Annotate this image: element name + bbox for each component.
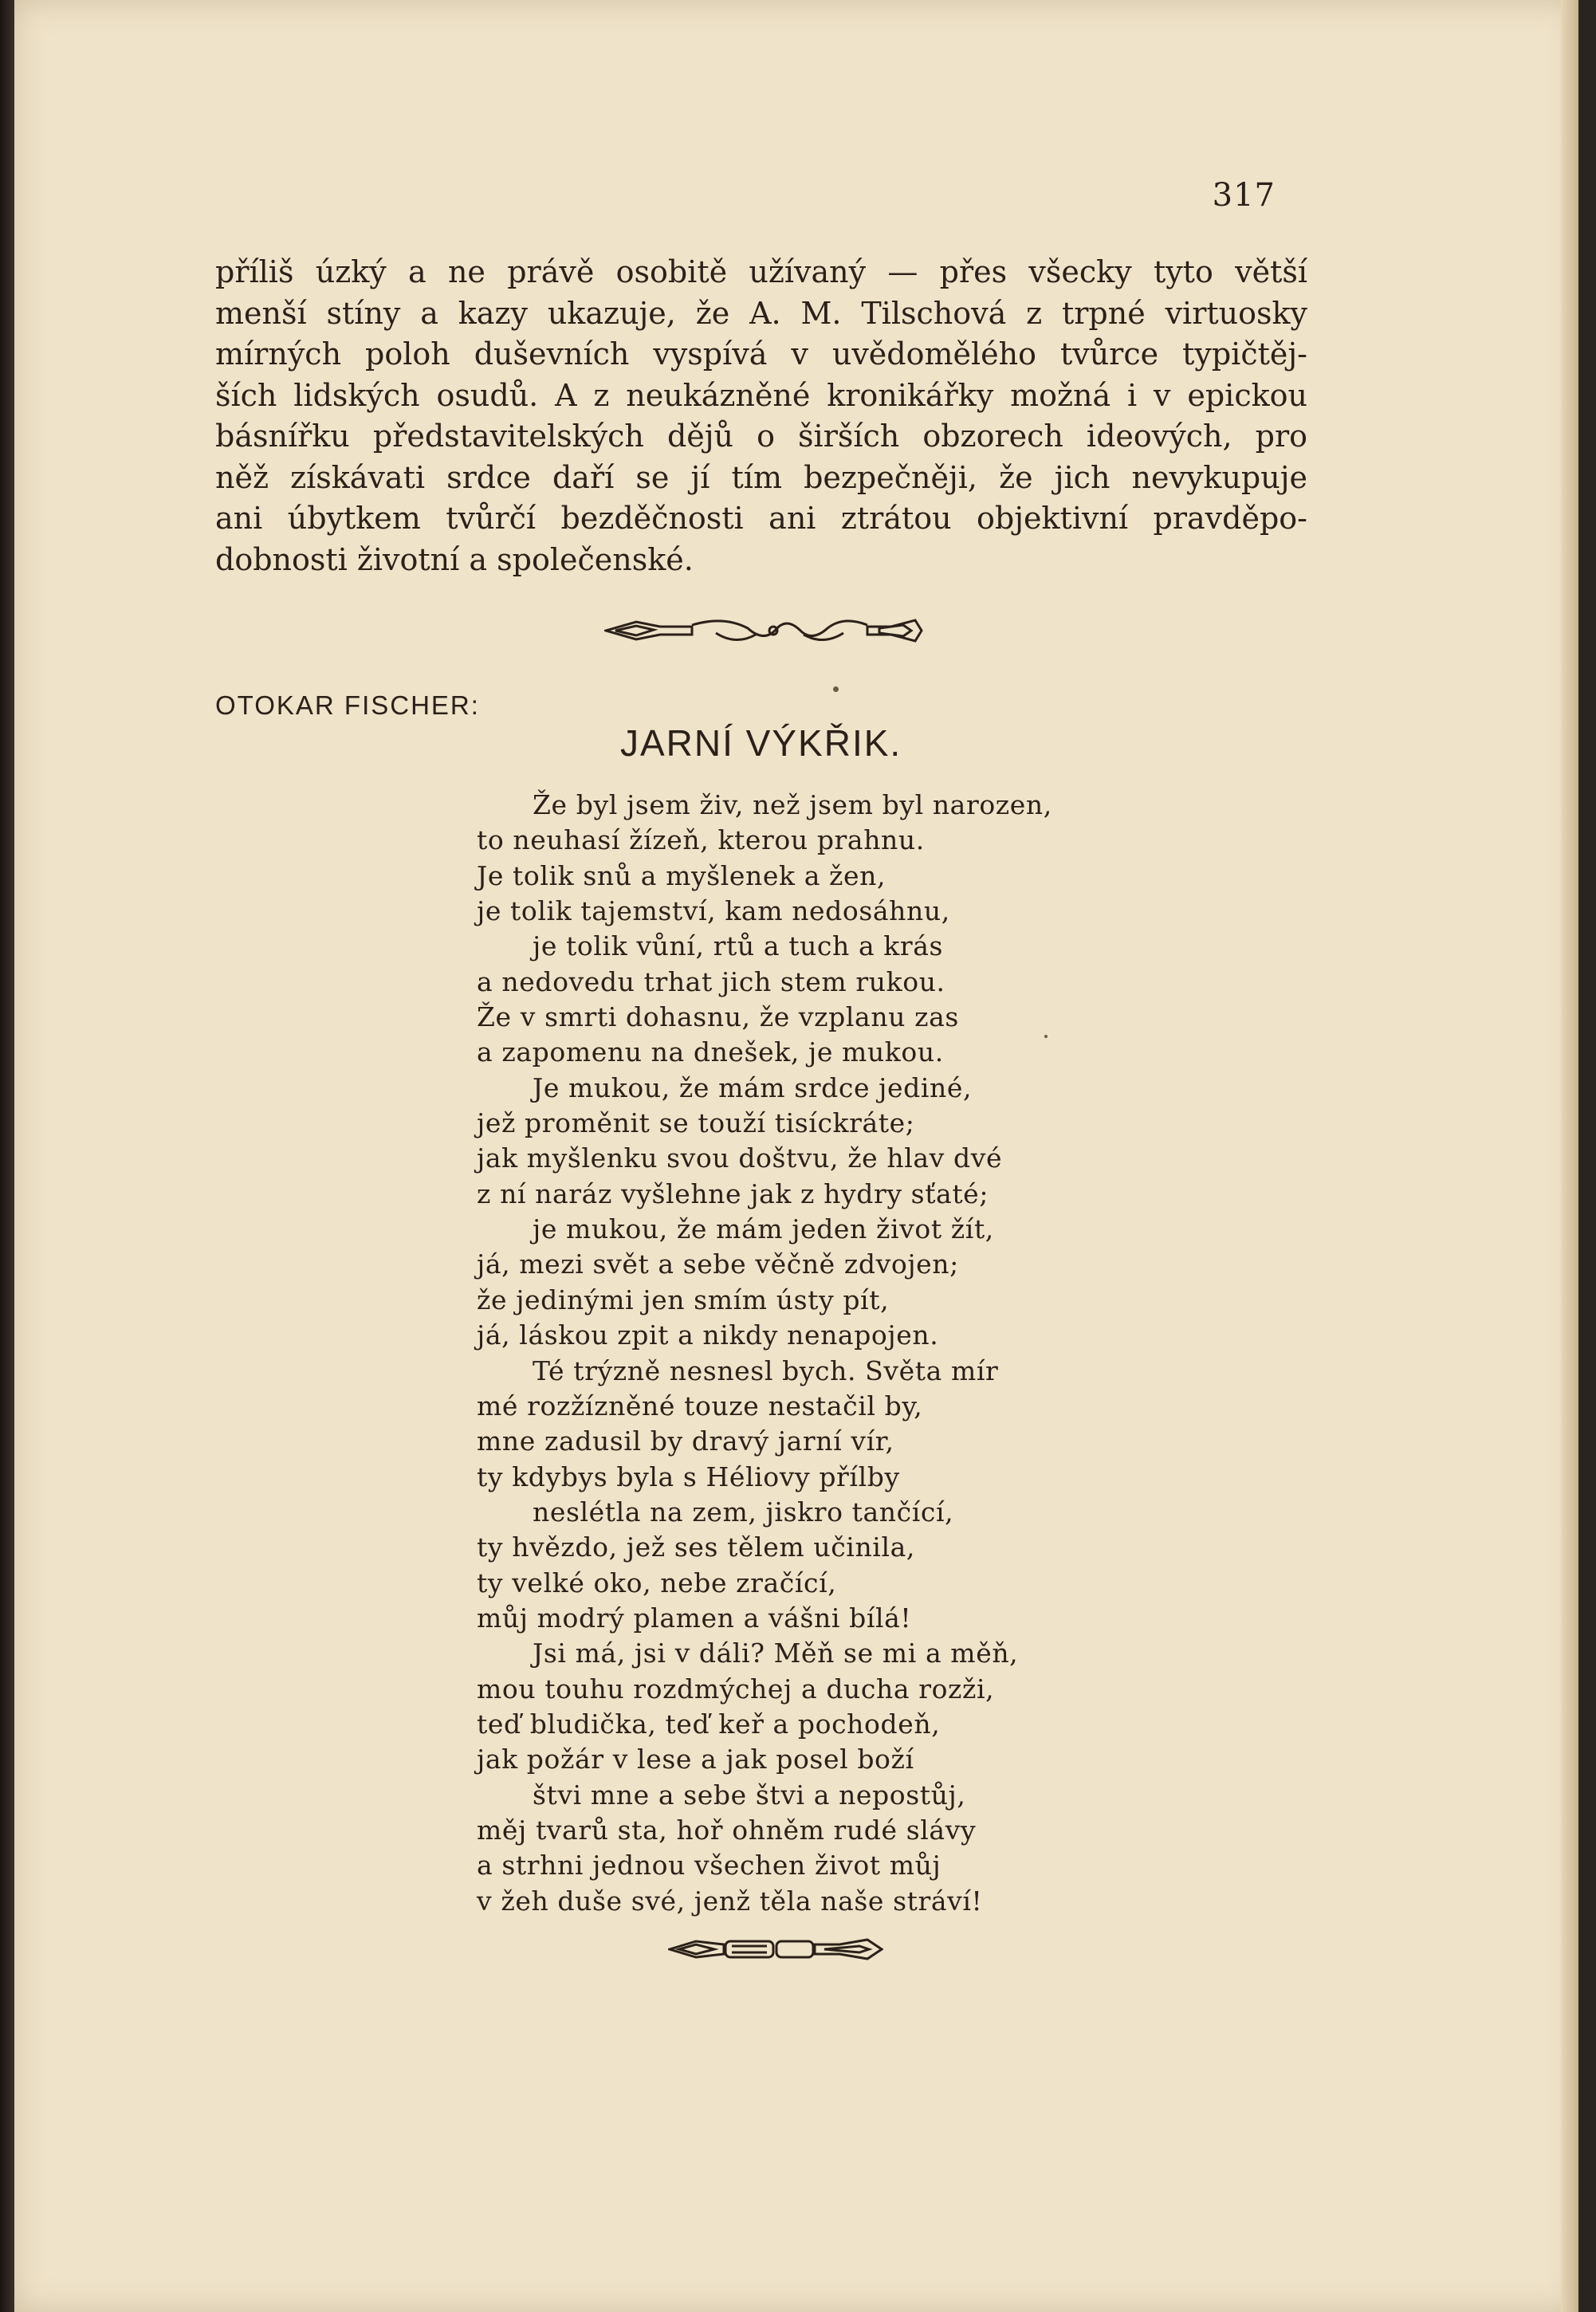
end-ornament (668, 1935, 883, 1964)
prose-line: dobnosti životní a společenské. (215, 541, 694, 577)
poem-line: jež proměnit se touží tisíckráte; (477, 1107, 915, 1139)
poem-line: je tolik tajemství, kam nedosáhnu, (477, 895, 950, 927)
poem-line: já, láskou zpit a nikdy nenapojen. (477, 1319, 939, 1351)
prose-line: něž získávati srdce daří se jí tím bezpečněji, že jich nevykupuje (215, 459, 1307, 495)
page-gutter-shadow (0, 0, 14, 2312)
poem-title: JARNÍ VÝKŘIK. (620, 722, 902, 764)
prose-line: básnířku představitelských dějů o širších obzorech ideových, pro (215, 419, 1307, 454)
poem-line: mne zadusil by dravý jarní vír, (477, 1425, 894, 1457)
poem-line: mou touhu rozdmýchej a ducha rozži, (477, 1673, 995, 1705)
poem-line: Že v smrti dohasnu, že vzplanu zas (477, 1001, 959, 1033)
poem-line: Je mukou, že mám srdce jediné, (533, 1071, 973, 1103)
poem-line: jak požár v lese a jak posel boží (477, 1744, 914, 1775)
poem-line: a nedovedu trhat jich stem rukou. (477, 965, 945, 997)
poem-line: můj modrý plamen a vášni bílá! (477, 1602, 912, 1634)
poem-line: je tolik vůní, rtů a tuch a krás (533, 930, 944, 962)
poem-line: já, mezi svět a sebe věčně zdvojen; (477, 1248, 959, 1280)
paper-speck (833, 686, 839, 692)
poem-line: neslétla na zem, jiskro tančící, (533, 1496, 954, 1528)
poem-line: a zapomenu na dnešek, je mukou. (477, 1036, 944, 1068)
poem-body (477, 788, 1052, 1919)
poem-line: je mukou, že mám jeden život žít, (533, 1213, 994, 1245)
poem-line: štvi mne a sebe štvi a nepostůj, (533, 1779, 966, 1811)
prose-line: mírných poloh duševních vyspívá v uvědomělého tvůrce typičtěj- (215, 336, 1307, 372)
poem-line: Té trýzně nesnesl bych. Světa mír (533, 1355, 999, 1386)
poem-line: ty hvězdo, jež ses tělem učinila, (477, 1532, 915, 1563)
prose-line: příliš úzký a ne právě osobitě užívaný — přes všecky tyto větší (215, 254, 1307, 289)
poem-author: OTOKAR FISCHER: (215, 690, 480, 720)
poem-line: z ní naráz vyšlehne jak z hydry sťaté; (477, 1178, 989, 1209)
poem-line: a strhni jednou všechen život můj (477, 1850, 941, 1881)
page-number: 317 (1212, 177, 1276, 214)
prose-line: ani úbytkem tvůrčí bezděčnosti ani ztrátou objektivní pravděpo- (215, 501, 1307, 536)
prose-line: ších lidských osudů. A z neukázněné kronikářky možná i v epickou (215, 377, 1307, 413)
poem-line: teď bludička, teď keř a pochodeň, (477, 1708, 941, 1740)
poem-line: jak myšlenku svou doštvu, že hlav dvé (477, 1142, 1003, 1174)
poem-line: Že byl jsem živ, než jsem byl narozen, (533, 789, 1052, 820)
section-divider-ornament (604, 611, 923, 651)
poem-line: ty kdybys byla s Héliovy přílby (477, 1461, 900, 1492)
poem-line: že jedinými jen smím ústy pít, (477, 1284, 890, 1315)
prose-line: menší stíny a kazy ukazuje, že A. M. Tilschová z trpné virtuosky (215, 295, 1307, 331)
poem-line: ty velké oko, nebe zračící, (477, 1567, 837, 1598)
book-page (14, 0, 1578, 2312)
poem-line: v žeh duše své, jenž těla naše stráví! (477, 1885, 983, 1917)
prose-paragraph (215, 252, 1307, 580)
page-edge (1561, 0, 1578, 2312)
poem-line: Jsi má, jsi v dáli? Měň se mi a měň, (533, 1638, 1019, 1669)
poem-line: Je tolik snů a myšlenek a žen, (477, 859, 886, 891)
paper-speck (1044, 1035, 1048, 1038)
poem-line: měj tvarů sta, hoř ohněm rudé slávy (477, 1814, 977, 1846)
poem-line: mé rozžízněné touze nestačil by, (477, 1390, 923, 1421)
poem-line: to neuhasí žízeň, kterou prahnu. (477, 824, 925, 856)
